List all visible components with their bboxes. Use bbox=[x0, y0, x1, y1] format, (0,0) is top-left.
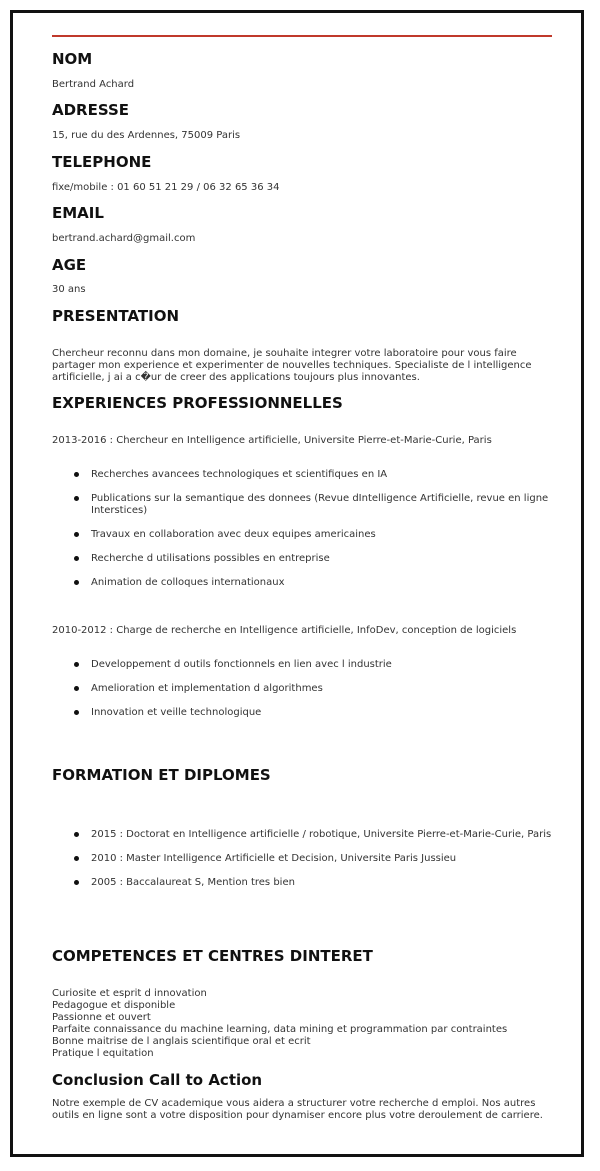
competence-line: Curiosite et esprit d innovation bbox=[52, 988, 207, 999]
list-item: Recherches avancees technologiques et scientifiques en IA bbox=[74, 469, 552, 481]
section-title-email: EMAIL bbox=[52, 204, 104, 222]
list-item: Publications sur la semantique des donnees (Revue dIntelligence Artificielle, revue en ligne Interstices) bbox=[74, 493, 552, 517]
name-value: Bertrand Achard bbox=[52, 79, 135, 90]
list-item: Developpement d outils fonctionnels en lien avec l industrie bbox=[74, 659, 552, 671]
list-item: 2010 : Master Intelligence Artificielle et Decision, Universite Paris Jussieu bbox=[74, 853, 552, 865]
presentation-text: Chercheur reconnu dans mon domaine, je souhaite integrer votre laboratoire pour vous faire partager mon experience et experimenter de nouvelles techniques. Specialiste de l intelligence artificielle, j ai a c�ur de creer des applications toujours plus innovantes. bbox=[52, 348, 532, 383]
competence-line: Parfaite connaissance du machine learning, data mining et programmation par contraintes bbox=[52, 1024, 508, 1035]
header-rule bbox=[52, 35, 552, 37]
job-heading: 2010-2012 : Charge de recherche en Intelligence artificielle, InfoDev, conception de logiciels bbox=[52, 625, 517, 636]
job-2-list bbox=[74, 659, 552, 719]
section-title-nom: NOM bbox=[52, 50, 93, 68]
list-item: 2015 : Doctorat en Intelligence artificielle / robotique, Universite Pierre-et-Marie-Curie, Paris bbox=[74, 829, 552, 841]
list-item: Innovation et veille technologique bbox=[74, 707, 552, 719]
list-item: Recherche d utilisations possibles en entreprise bbox=[74, 553, 552, 565]
section-title-adresse: ADRESSE bbox=[52, 101, 130, 119]
list-item: Animation de colloques internationaux bbox=[74, 577, 552, 589]
job-heading: 2013-2016 : Chercheur en Intelligence artificielle, Universite Pierre-et-Marie-Curie, Paris bbox=[52, 435, 492, 446]
section-title-presentation: PRESENTATION bbox=[52, 307, 180, 325]
conclusion-text: Notre exemple de CV academique vous aidera a structurer votre recherche d emploi. Nos autres outils en ligne sont a votre disposition pour dynamiser encore plus votre deroulement de carriere. bbox=[52, 1098, 543, 1121]
section-title-conclusion: Conclusion Call to Action bbox=[52, 1071, 263, 1089]
list-item: Amelioration et implementation d algorithmes bbox=[74, 683, 552, 695]
formation-list bbox=[74, 829, 552, 889]
section-title-competences: COMPETENCES ET CENTRES DINTERET bbox=[52, 947, 373, 965]
list-item: Travaux en collaboration avec deux equipes americaines bbox=[74, 529, 552, 541]
competence-line: Passionne et ouvert bbox=[52, 1012, 151, 1023]
competence-line: Pratique l equitation bbox=[52, 1048, 154, 1059]
section-title-age: AGE bbox=[52, 256, 87, 274]
telephone-value: fixe/mobile : 01 60 51 21 29 / 06 32 65 36 34 bbox=[52, 182, 280, 193]
address-value: 15, rue du des Ardennes, 75009 Paris bbox=[52, 130, 241, 141]
list-item: 2005 : Baccalaureat S, Mention tres bien bbox=[74, 877, 552, 889]
age-value: 30 ans bbox=[52, 284, 86, 295]
competence-line: Pedagogue et disponible bbox=[52, 1000, 176, 1011]
section-title-experiences: EXPERIENCES PROFESSIONNELLES bbox=[52, 394, 343, 412]
email-value: bertrand.achard@gmail.com bbox=[52, 233, 196, 244]
competence-line: Bonne maitrise de l anglais scientifique oral et ecrit bbox=[52, 1036, 311, 1047]
job-1-list bbox=[74, 469, 552, 589]
section-title-telephone: TELEPHONE bbox=[52, 153, 152, 171]
section-title-formation: FORMATION ET DIPLOMES bbox=[52, 766, 271, 784]
